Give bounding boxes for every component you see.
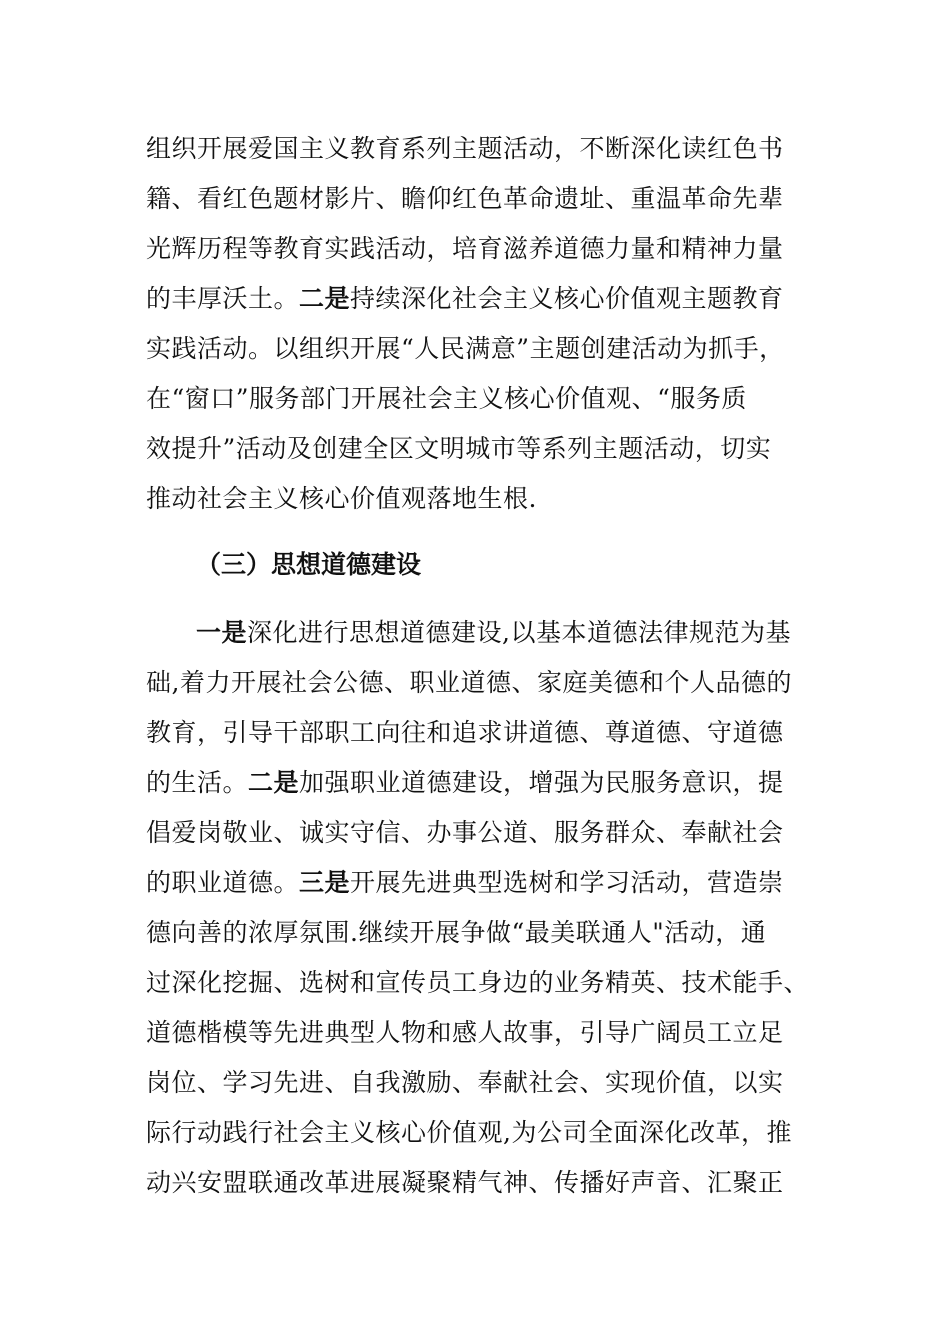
- emphasis-label: 三是: [299, 868, 351, 897]
- paragraph-line: 效提升”活动及创建全区文明城市等系列主题活动，切实: [146, 434, 772, 463]
- paragraph-line: 组织开展爱国主义教育系列主题活动，不断深化读红色书: [146, 134, 784, 163]
- emphasis-label: 二是: [248, 768, 300, 797]
- paragraph-line: 德向善的浓厚氛围.继续开展争做“最美联通人"活动，通: [146, 918, 767, 947]
- paragraph-line: 在“窗口”服务部门开展社会主义核心价值观、“服务质: [146, 384, 747, 413]
- paragraph-line: 过深化挖掘、选树和宣传员工身边的业务精英、技术能手、: [146, 968, 810, 997]
- paragraph-line: 岗位、学习先进、自我激励、奉献社会、实现价值，以实: [146, 1068, 784, 1097]
- paragraph-line: 的丰厚沃土。二是持续深化社会主义核心价值观主题教育: [146, 284, 784, 313]
- paragraph-line: 动兴安盟联通改革进展凝聚精气神、传播好声音、汇聚正: [146, 1168, 784, 1197]
- emphasis-label: 二是: [299, 284, 351, 313]
- paragraph-line: 道德楷模等先进典型人物和感人故事，引导广阔员工立足: [146, 1018, 784, 1047]
- paragraph-line: 的生活。二是加强职业道德建设，增强为民服务意识，提: [146, 768, 784, 797]
- paragraph-line: 倡爱岗敬业、诚实守信、办事公道、服务群众、奉献社会: [146, 818, 784, 847]
- paragraph-line: 教育，引导干部职工向往和追求讲道德、尊道德、守道德: [146, 718, 784, 747]
- paragraph-line: 实践活动。以组织开展“人民满意”主题创建活动为抓手，: [146, 334, 785, 363]
- paragraph-line: 籍、看红色题材影片、瞻仰红色革命遗址、重温革命先辈: [146, 184, 784, 213]
- paragraph-line: 际行动践行社会主义核心价值观,为公司全面深化改革，推: [146, 1118, 792, 1147]
- paragraph-line: 推动社会主义核心价值观落地生根.: [146, 484, 537, 513]
- paragraph-line: 光辉历程等教育实践活动，培育滋养道德力量和精神力量: [146, 234, 784, 263]
- paragraph-line: 的职业道德。三是开展先进典型选树和学习活动，营造崇: [146, 868, 784, 897]
- section-heading: （三）思想道德建设: [196, 550, 422, 579]
- paragraph-line: 一是深化进行思想道德建设,以基本道德法律规范为基: [196, 618, 791, 647]
- paragraph-line: 础,着力开展社会公德、职业道德、家庭美德和个人品德的: [146, 668, 792, 697]
- emphasis-label: 一是: [196, 618, 248, 647]
